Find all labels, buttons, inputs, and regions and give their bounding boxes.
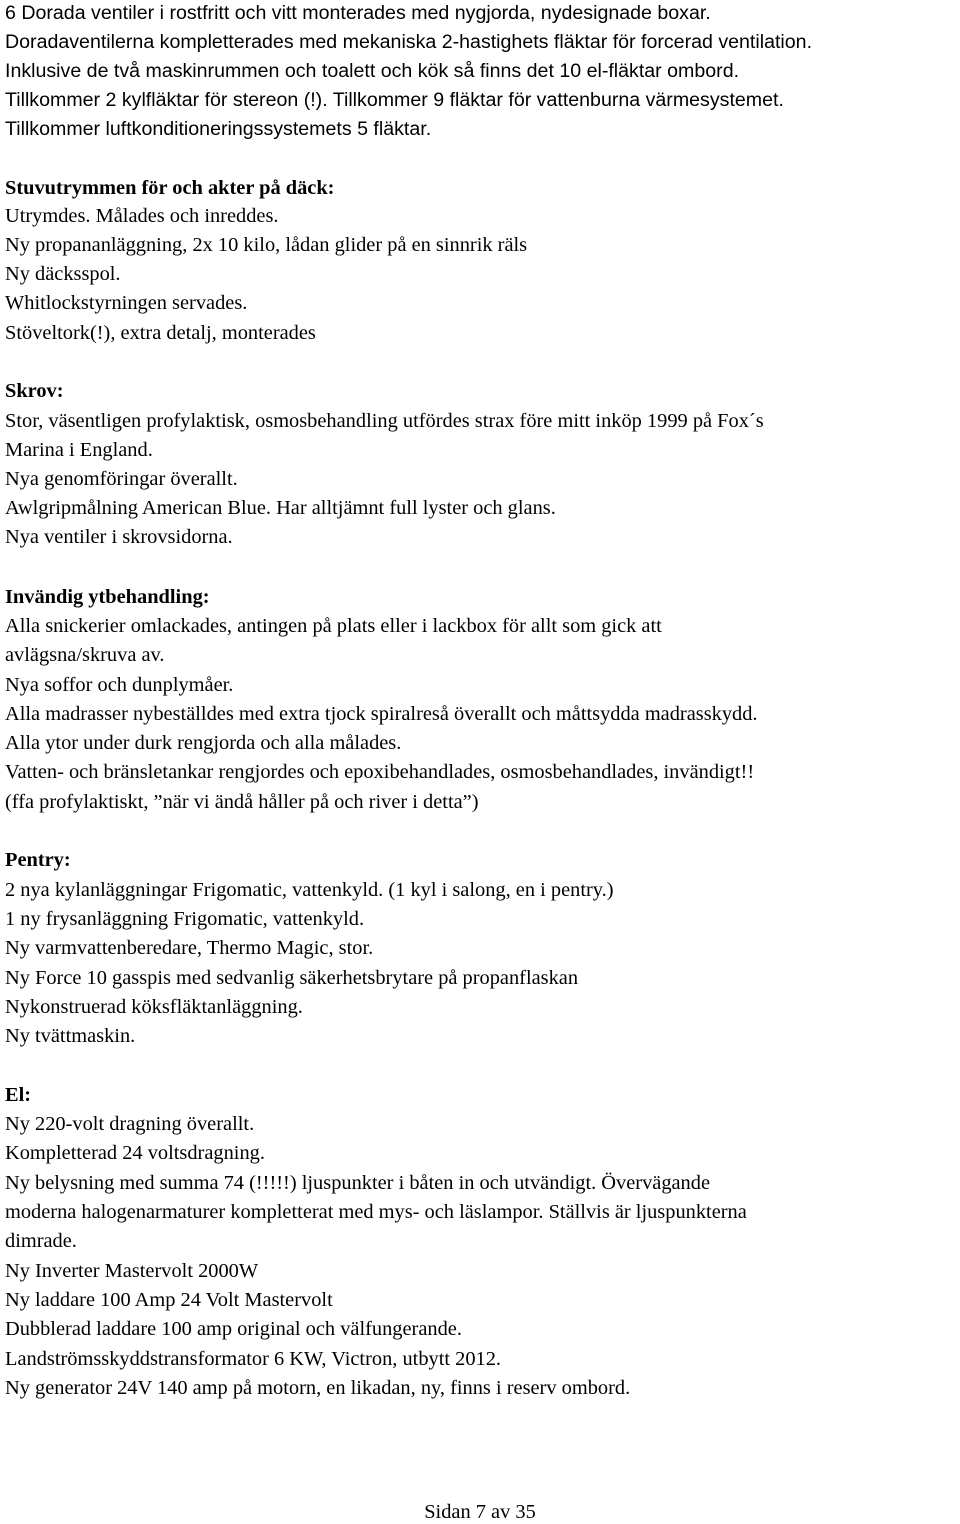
el-line: Ny Inverter Mastervolt 2000W [5,1260,259,1282]
intro-line: Inklusive de två maskinrummen och toalett och kök så finns det 10 el-fläktar ombord. [5,60,740,82]
pentry-line: 1 ny frysanläggning Frigomatic, vattenkyld. [5,908,365,930]
el-line: moderna halogenarmaturer kompletterat med mys- och läslampor. Ställvis är ljuspunkterna [5,1201,747,1223]
section-heading-invandig: Invändig ytbehandling: [5,586,210,608]
stuvutrymmen-line: Ny propananläggning, 2x 10 kilo, lådan glider på en sinnrik räls [5,234,528,256]
invandig-line: Alla madrasser nybeställdes med extra tjock spiralreså överallt och måttsydda madrasskydd. [5,703,758,725]
el-line: Ny 220-volt dragning överallt. [5,1113,255,1135]
skrov-line: Nya ventiler i skrovsidorna. [5,526,233,548]
invandig-line: Alla snickerier omlackades, antingen på plats eller i lackbox för allt som gick att [5,615,662,637]
intro-line: Doradaventilerna kompletterades med mekaniska 2-hastighets fläktar för forcerad ventilation. [5,31,813,53]
pentry-line: Ny Force 10 gasspis med sedvanlig säkerhetsbrytare på propanflaskan [5,967,579,989]
invandig-line: (ffa profylaktiskt, ”när vi ändå håller på och river i detta”) [5,791,479,813]
el-line: Landströmsskyddstransformator 6 KW, Victron, utbytt 2012. [5,1348,502,1370]
skrov-line: Nya genomföringar överallt. [5,468,238,490]
intro-line: Tillkommer 2 kylfläktar för stereon (!). Tillkommer 9 fläktar för vattenburna värmesystemet. [5,89,784,111]
intro-line: 6 Dorada ventiler i rostfritt och vitt monterades med nygjorda, nydesignade boxar. [5,2,711,24]
invandig-line: avlägsna/skruva av. [5,644,165,666]
pentry-line: 2 nya kylanläggningar Frigomatic, vattenkyld. (1 kyl i salong, en i pentry.) [5,879,614,901]
stuvutrymmen-line: Ny däcksspol. [5,263,121,285]
section-heading-pentry: Pentry: [5,849,71,871]
section-heading-el: El: [5,1084,32,1106]
el-line: dimrade. [5,1230,77,1252]
pentry-line: Ny tvättmaskin. [5,1025,136,1047]
stuvutrymmen-line: Whitlockstyrningen servades. [5,292,248,314]
page-number: Sidan 7 av 35 [424,1501,536,1523]
invandig-line: Nya soffor och dunplymåer. [5,674,234,696]
invandig-line: Vatten- och bränsletankar rengjordes och epoxibehandlades, osmosbehandlades, invändigt!! [5,761,755,783]
skrov-line: Marina i England. [5,439,153,461]
el-line: Ny belysning med summa 74 (!!!!!) ljuspunkter i båten in och utvändigt. Övervägande [5,1172,711,1194]
skrov-line: Stor, väsentligen profylaktisk, osmosbehandling utfördes strax före mitt inköp 1999 på Fox´s [5,410,764,432]
invandig-line: Alla ytor under durk rengjorda och alla målades. [5,732,402,754]
el-line: Ny laddare 100 Amp 24 Volt Mastervolt [5,1289,333,1311]
pentry-line: Nykonstruerad köksfläktanläggning. [5,996,303,1018]
section-heading-skrov: Skrov: [5,380,64,402]
document-page [5,0,955,1524]
stuvutrymmen-line: Utrymdes. Målades och inreddes. [5,205,279,227]
el-line: Ny generator 24V 140 amp på motorn, en likadan, ny, finns i reserv ombord. [5,1377,631,1399]
stuvutrymmen-line: Stöveltork(!), extra detalj, monterades [5,322,316,344]
section-heading-stuvutrymmen: Stuvutrymmen för och akter på däck: [5,177,335,199]
pentry-line: Ny varmvattenberedare, Thermo Magic, stor. [5,937,374,959]
intro-line: Tillkommer luftkonditioneringssystemets 5 fläktar. [5,118,432,140]
el-line: Kompletterad 24 voltsdragning. [5,1142,265,1164]
el-line: Dubblerad laddare 100 amp original och välfungerande. [5,1318,462,1340]
skrov-line: Awlgripmålning American Blue. Har alltjämnt full lyster och glans. [5,497,556,519]
